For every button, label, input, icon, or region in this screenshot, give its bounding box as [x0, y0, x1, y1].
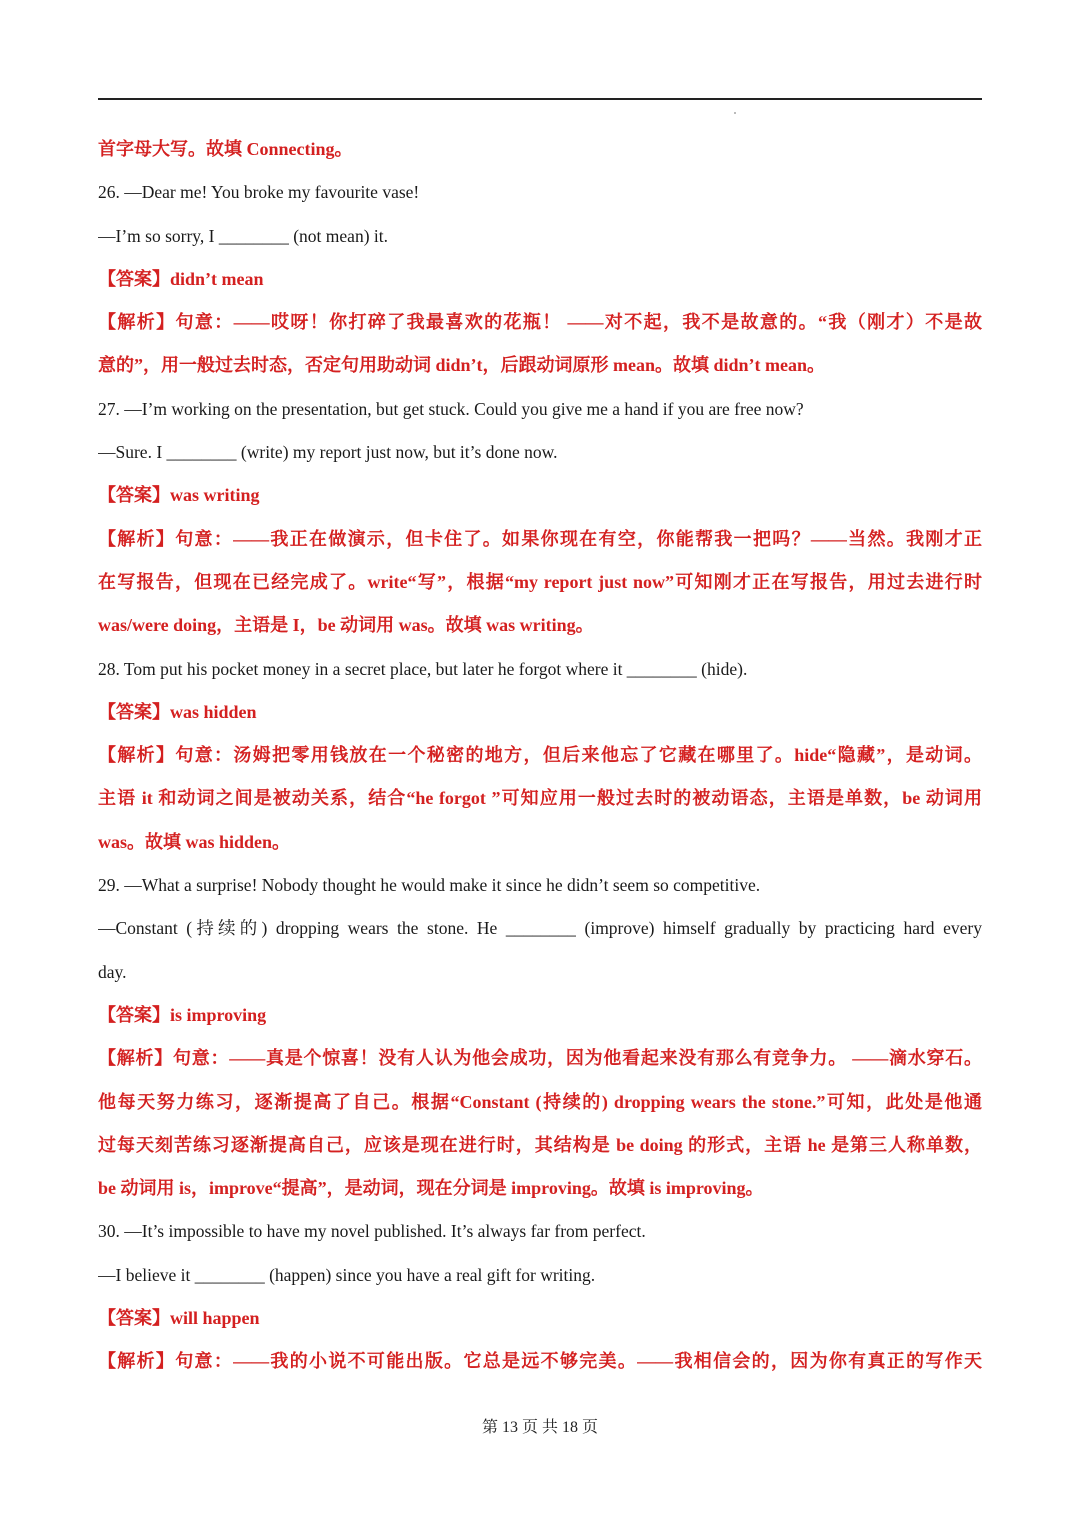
answer-line: 【答案】was writing	[98, 485, 260, 506]
answer-line: 【答案】is improving	[98, 1004, 267, 1025]
analysis-line: be 动词用 is，improve“提高”，是动词，现在分词是 improving。故填 is improving。	[98, 1178, 764, 1199]
header-rule	[98, 98, 982, 100]
scan-dot	[734, 112, 736, 114]
analysis-line: 他每天努力练习，逐渐提高了自己。根据“Constant (持续的) dropping wears the stone.”可知，此处是他通	[98, 1091, 982, 1112]
analysis-line: 意的”，用一般过去时态，否定句用助动词 didn’t，后跟动词原形 mean。故填 didn’t mean。	[98, 355, 826, 376]
question-line: 28. Tom put his pocket money in a secret place, but later he forgot where it ________ (hide).	[98, 658, 748, 679]
analysis-line: was/were doing，主语是 I，be 动词用 was。故填 was writing。	[98, 615, 594, 636]
question-line: 27. —I’m working on the presentation, but get stuck. Could you give me a hand if you are free now?	[98, 398, 804, 419]
question-line: —I believe it ________ (happen) since you have a real gift for writing.	[98, 1264, 596, 1285]
document-body	[98, 128, 982, 1384]
answer-line: 【答案】didn’t mean	[98, 268, 264, 289]
page-footer: 第 13 页 共 18 页	[481, 1419, 598, 1436]
question-line: day.	[98, 961, 127, 982]
analysis-line: 【解析】句意：——哎呀！你打碎了我最喜欢的花瓶！ ——对不起，我不是故意的。“我（刚才）不是故	[98, 312, 982, 333]
question-line: —Sure. I ________ (write) my report just now, but it’s done now.	[98, 442, 558, 463]
analysis-line: 【解析】句意：——我的小说不可能出版。它总是远不够完美。——我相信会的，因为你有真正的写作天	[98, 1351, 982, 1372]
answer-line: 【答案】will happen	[98, 1308, 260, 1329]
analysis-line: was。故填 was hidden。	[98, 831, 291, 852]
question-line: 29. —What a surprise! Nobody thought he would make it since he didn’t seem so competitive.	[98, 875, 761, 896]
question-line: 26. —Dear me! You broke my favourite vase!	[98, 182, 420, 203]
analysis-line: 【解析】句意：——我正在做演示，但卡住了。如果你现在有空，你能帮我一把吗？——当然。我刚才正	[98, 528, 982, 549]
analysis-line: 首字母大写。故填 Connecting。	[98, 139, 353, 159]
answer-line: 【答案】was hidden	[98, 701, 257, 722]
question-line: —I’m so sorry, I ________ (not mean) it.	[98, 225, 388, 246]
analysis-line: 【解析】句意：汤姆把零用钱放在一个秘密的地方，但后来他忘了它藏在哪里了。hide“隐藏”，是动词。	[98, 745, 982, 766]
question-line: —Constant (持续的) dropping wears the stone. He ________ (improve) himself gradually by practicing hard every	[98, 918, 982, 939]
analysis-line: 过每天刻苦练习逐渐提高自己，应该是现在进行时，其结构是 be doing 的形式，主语 he 是第三人称单数，	[98, 1134, 982, 1155]
question-line: 30. —It’s impossible to have my novel published. It’s always far from perfect.	[98, 1221, 646, 1242]
analysis-line: 主语 it 和动词之间是被动关系，结合“he forgot ”可知应用一般过去时的被动语态，主语是单数，be 动词用	[98, 788, 982, 809]
analysis-line: 【解析】句意：——真是个惊喜！没有人认为他会成功，因为他看起来没有那么有竞争力。 ——滴水穿石。	[98, 1048, 982, 1069]
analysis-line: 在写报告，但现在已经完成了。write“写”，根据“my report just now”可知刚才正在写报告，用过去进行时	[98, 571, 982, 592]
